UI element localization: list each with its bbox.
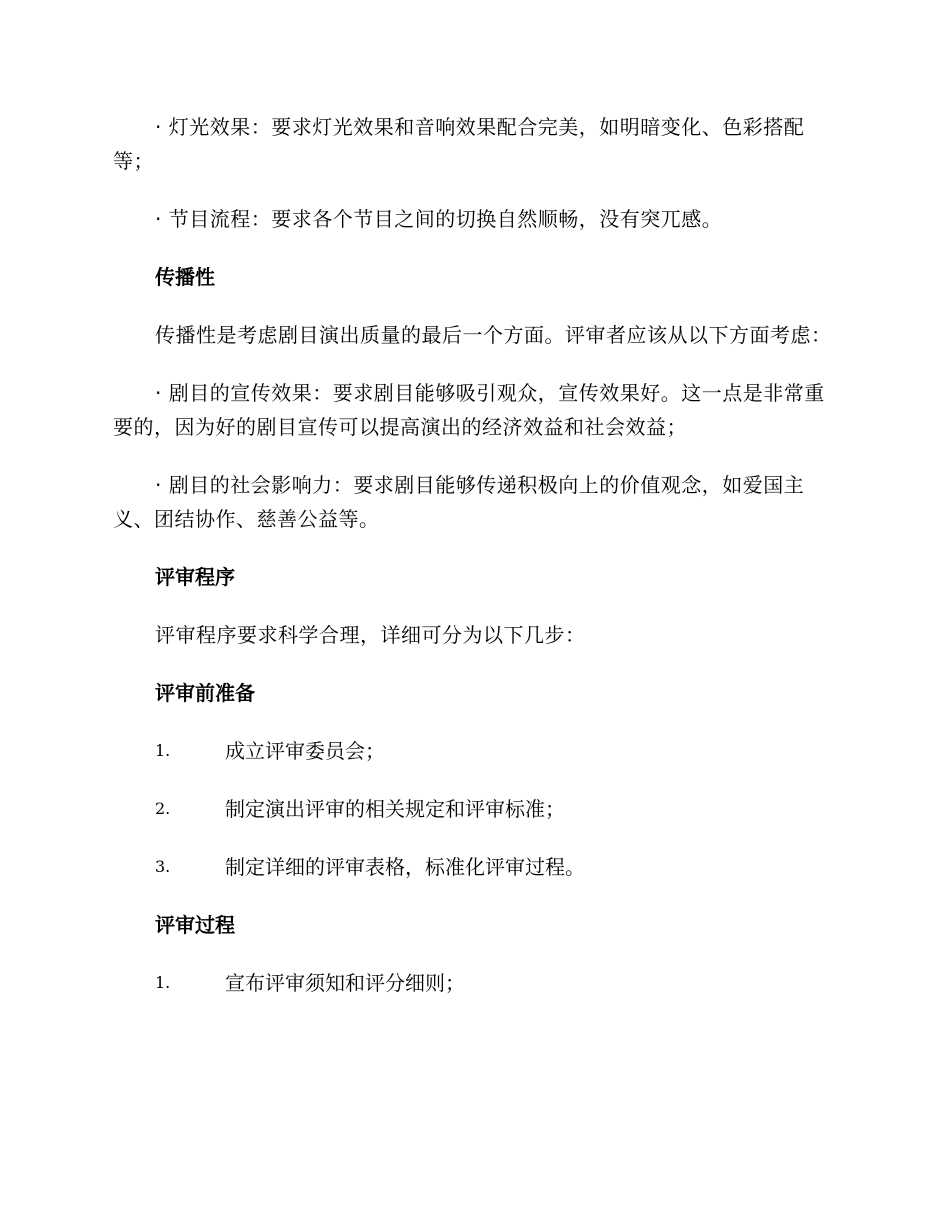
bullet-social-influence: · 剧目的社会影响力：要求剧目能够传递积极向上的价值观念，如爱国主义、团结协作、慈善公益等。 <box>113 473 805 531</box>
list-item <box>113 966 832 1000</box>
section-heading-review-process: 评审过程 <box>155 913 235 937</box>
list-number: 2. <box>155 799 171 818</box>
list-item <box>113 792 832 826</box>
list-text: 制定演出评审的相关规定和评审标准； <box>225 797 565 821</box>
section-heading-dissemination: 传播性 <box>155 265 215 289</box>
list-item <box>113 734 832 768</box>
list-number: 3. <box>155 857 171 876</box>
list-item <box>113 850 832 884</box>
list-text: 制定详细的评审表格，标准化评审过程。 <box>225 855 585 879</box>
bullet-promotion-effect: · 剧目的宣传效果：要求剧目能够吸引观众，宣传效果好。这一点是非常重要的，因为好的剧目宣传可以提高演出的经济效益和社会效益； <box>113 381 825 439</box>
dissemination-intro: 传播性是考虑剧目演出质量的最后一个方面。评审者应该从以下方面考虑： <box>155 323 832 347</box>
list-number: 1. <box>155 741 171 760</box>
bullet-program-flow: · 节目流程：要求各个节目之间的切换自然顺畅，没有突兀感。 <box>155 207 723 231</box>
review-procedure-intro: 评审程序要求科学合理，详细可分为以下几步： <box>155 623 586 647</box>
section-heading-review-preparation: 评审前准备 <box>155 681 255 705</box>
list-text: 成立评审委员会； <box>225 739 385 763</box>
list-text: 宣布评审须知和评分细则； <box>225 971 465 995</box>
bullet-lighting-effects: · 灯光效果：要求灯光效果和音响效果配合完美，如明暗变化、色彩搭配等； <box>113 115 805 173</box>
section-heading-review-procedure: 评审程序 <box>155 565 235 589</box>
list-number: 1. <box>155 973 171 992</box>
